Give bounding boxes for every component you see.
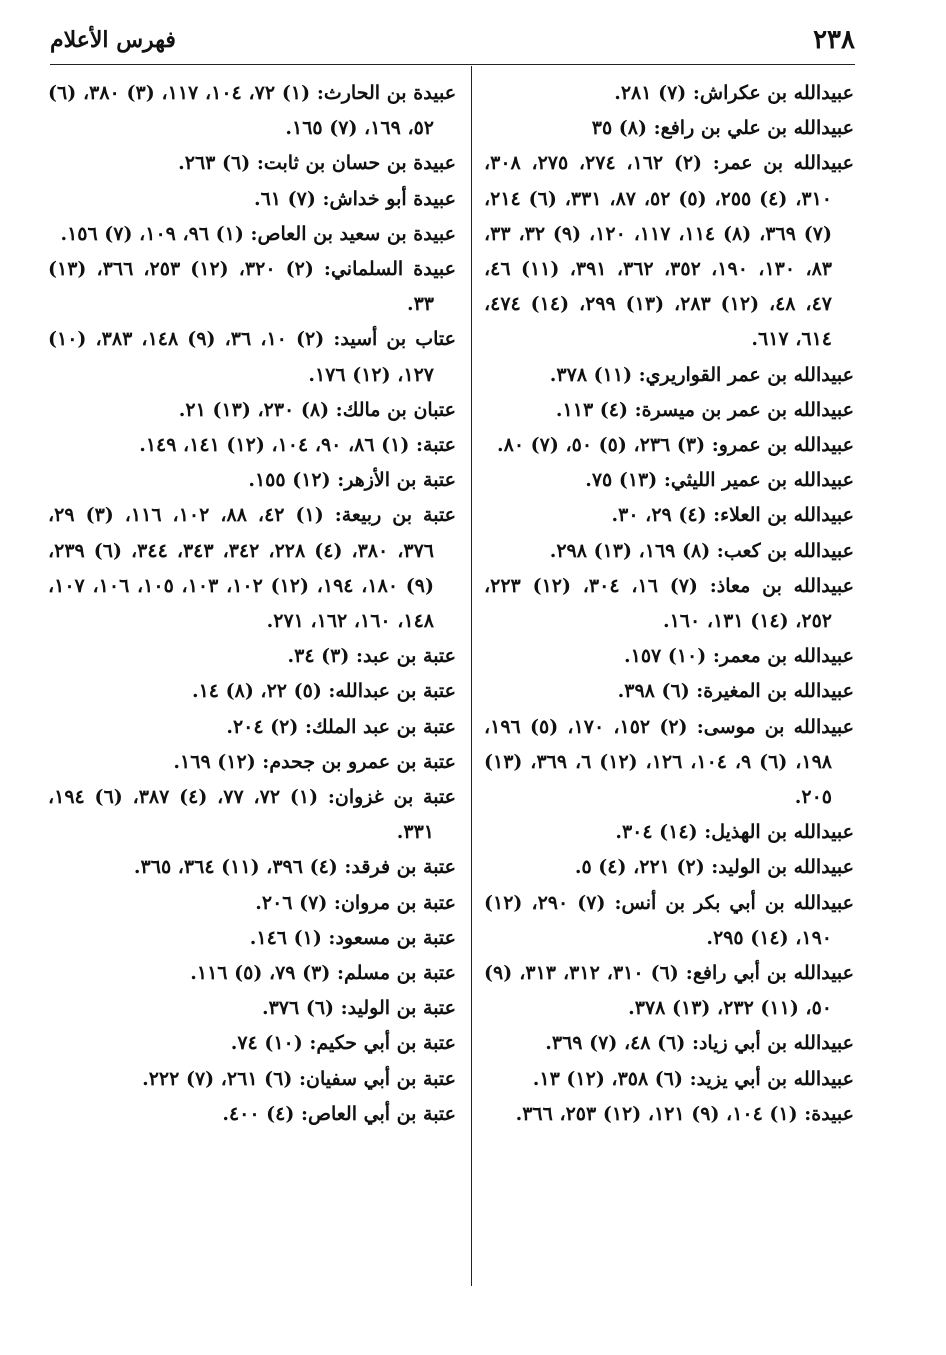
index-entry: عبيدة بن سعيد بن العاص: (١) ٩٦، ١٠٩، (٧) ١٥٦. xyxy=(60,222,456,245)
index-entry: عتبة بن عبد: (٣) ٣٤. xyxy=(287,645,456,668)
index-entry: عتاب بن أسيد: (٢) ١٠، ٣٦، (٩) ١٤٨، ٣٨٣، (١٠) ١٢٧، (١٢) ١٧٦. xyxy=(48,328,457,386)
index-entry: عتبة بن مسلم: (٣) ٧٩، (٥) ١١٦. xyxy=(190,962,456,985)
index-entry: عتبة بن مسعود: (١) ١٤٦. xyxy=(249,926,456,949)
index-entry: عبيدالله بن الوليد: (٢) ٢٢١، (٤) ٥. xyxy=(574,856,854,879)
index-entry: عبيدالله بن موسى: (٢) ١٥٢، ١٧٠، (٥) ١٩٦، ١٩٨، (٦) ٩، ١٠٤، ١٢٦، (١٢) ٦، ٣٦٩، (١٣) ٢٠٥. xyxy=(484,715,854,809)
index-entry: عبيدالله بن عكراش: (٧) ٢٨١. xyxy=(614,82,854,104)
index-entry: عتبة بن غزوان: (١) ٧٢، ٧٧، (٤) ٣٨٧، (٦) ١٩٤، ٣٣١. xyxy=(48,786,457,844)
index-entry: عبيدالله بن علي بن رافع: (٨) ٣٥ xyxy=(591,117,854,140)
index-entry: عتبة بن ربيعة: (١) ٤٢، ٨٨، ١٠٢، ١١٦، (٣) ٢٩، ٣٧٦، ٣٨٠، (٤) ٢٢٨، ٣٤٢، ٣٤٣، ٣٤٤، (٦) ٢٣٩، (٩) ١٨٠، ١٩٤، (١٢) ١٠٢، ١٠٣، ١٠٥، ١٠٦، ١٠٧، ١٤٨، ١٦٠، ١٦٢، ٢٧١. xyxy=(48,504,457,633)
index-entry: عتبة بن عبد الملك: (٢) ٢٠٤. xyxy=(226,715,456,738)
index-entry: عبيدالله بن أبي رافع: (٦) ٣١٠، ٣١٢، ٣١٣، (٩) ٥٠، (١١) ٢٣٢، (١٣) ٣٧٨. xyxy=(484,962,855,1020)
index-entry: عبيدالله بن أبي زياد: (٦) ٤٨، (٧) ٣٦٩. xyxy=(545,1032,854,1055)
index-entry: عبيدالله بن المغيرة: (٦) ٣٩٨. xyxy=(617,680,854,703)
index-entry: عبيدالله بن معمر: (١٠) ١٥٧. xyxy=(623,645,854,668)
column-divider xyxy=(471,66,472,1286)
page-number: ٢٣٨ xyxy=(813,25,855,55)
index-entry: عبيدالله بن عمرو: (٣) ٢٣٦، (٥) ٥٠، (٧) ٨٠. xyxy=(497,434,854,457)
index-entry: عبيدالله بن عمر بن ميسرة: (٤) ١١٣. xyxy=(555,398,854,421)
index-entry: عبيدالله بن الهذيل: (١٤) ٣٠٤. xyxy=(615,821,854,844)
index-entry: عبيدة بن حسان بن ثابت: (٦) ٢٦٣. xyxy=(178,152,456,175)
index-entry: عبيدة: (١) ١٠٤، (٩) ١٢١، (١٢) ٢٥٣، ٣٦٦. xyxy=(515,1102,854,1125)
index-entry: عتبة بن أبي سفيان: (٦) ٢٦١، (٧) ٢٢٢. xyxy=(142,1067,456,1090)
header-rule xyxy=(50,64,855,65)
index-entry: عتبة بن عمرو بن جحدم: (١٢) ١٦٩. xyxy=(173,750,456,773)
index-entry: عتبة بن أبي حكيم: (١٠) ٧٤. xyxy=(230,1032,456,1055)
index-entry: عتبة بن فرقد: (٤) ٣٩٦، (١١) ٣٦٤، ٣٦٥. xyxy=(133,856,456,879)
index-entry: عبيدالله بن أبي بكر بن أنس: (٧) ٢٩٠، (١٢) ١٩٠، (١٤) ٢٩٥. xyxy=(484,891,854,949)
index-entry: عبيدالله بن العلاء: (٤) ٢٩، ٣٠. xyxy=(611,504,854,527)
index-entry: عبيدالله بن أبي يزيد: (٦) ٣٥٨، (١٢) ١٣. xyxy=(532,1067,854,1090)
index-entry: عبيدالله بن كعب: (٨) ١٦٩، (١٣) ٢٩٨. xyxy=(549,539,854,562)
running-head xyxy=(50,18,855,62)
index-entry: عتبة بن أبي العاص: (٤) ٤٠٠. xyxy=(222,1102,456,1125)
index-entry: عبيدالله بن عمر: (٢) ١٦٢، ٢٧٤، ٢٧٥، ٣٠٨، ٣١٠، (٤) ٢٥٥، (٥) ٥٢، ٨٧، ٣٣١، (٦) ٢١٤، (٧) ٣٦٩، (٨) ١١٤، ١١٧، ١٢٠، (٩) ٣٢، ٣٣، ٨٣، ١٣٠، ١٩٠، ٣٥٢، ٣٦٢، ٣٩١، (١١) ٤٦، ٤٧، ٤٨، (١٢) ٢٨٣، (١٣) ٢٩٩، (١٤) ٤٧٤، ٦١٤، ٦١٧. xyxy=(484,152,854,351)
index-entry: عتبة: (١) ٨٦، ٩٠، ١٠٤، (١٢) ١٤١، ١٤٩. xyxy=(139,434,456,457)
index-entry: عبيدالله بن عمر القواريري: (١١) ٣٧٨. xyxy=(549,363,854,386)
index-entry: عتبة بن عبدالله: (٥) ٢٢، (٨) ١٤. xyxy=(191,680,456,703)
index-column-left xyxy=(48,76,456,1132)
index-entry: عتبة بن الأزهر: (١٢) ١٥٥. xyxy=(248,469,456,492)
section-title: فهرس الأعلام xyxy=(50,27,176,53)
index-entry: عتبة بن الوليد: (٦) ٣٧٦. xyxy=(261,997,456,1020)
index-entry: عبيدة السلماني: (٢) ٣٢٠، (١٢) ٢٥٣، ٣٦٦، (١٣) ٣٣. xyxy=(48,258,456,316)
index-entry: عبيدالله بن معاذ: (٧) ١٦، ٣٠٤، (١٢) ٢٢٣، ٢٥٢، (١٤) ١٣١، ١٦٠. xyxy=(484,574,854,633)
index-entry: عبيدالله بن عمير الليثي: (١٣) ٧٥. xyxy=(585,469,854,492)
index-entry: عتبة بن مروان: (٧) ٢٠٦. xyxy=(255,891,456,914)
index-entry: عتبان بن مالك: (٨) ٢٣٠، (١٣) ٢١. xyxy=(178,398,456,421)
index-entry: عبيدة أبو خداش: (٧) ٦١. xyxy=(253,187,456,210)
index-entry: عبيدة بن الحارث: (١) ٧٢، ١٠٤، ١١٧، (٣) ٣٨٠، (٦) ٥٢، ١٦٩، (٧) ١٦٥. xyxy=(48,82,457,140)
index-column-right xyxy=(484,76,854,1132)
